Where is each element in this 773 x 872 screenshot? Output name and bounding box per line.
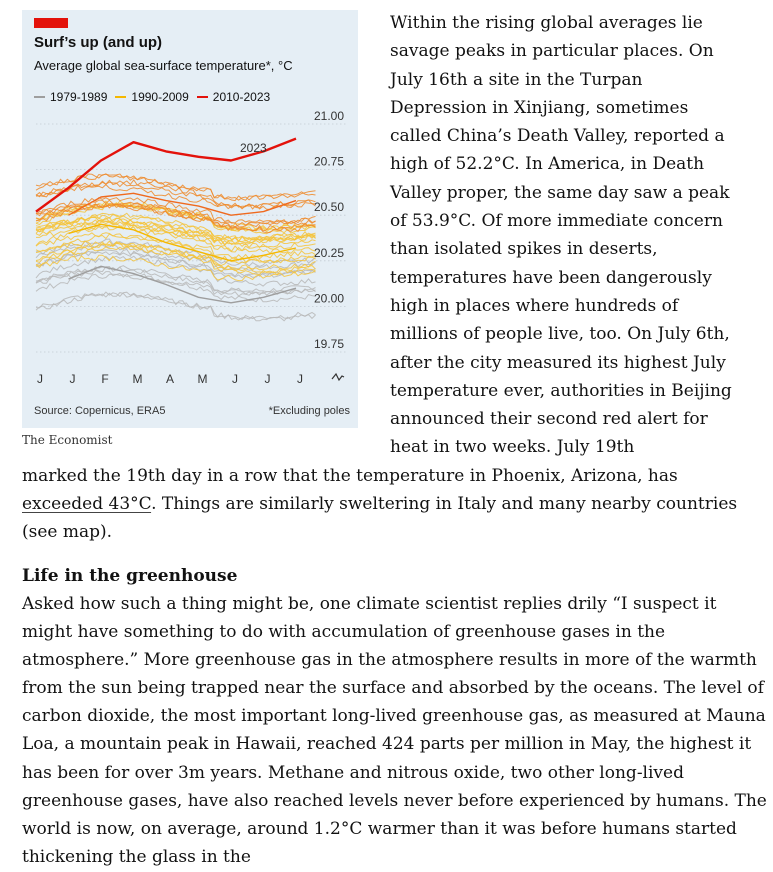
legend-label: 1979-1989 bbox=[50, 90, 108, 104]
chart-background-lines bbox=[36, 174, 316, 321]
background-year-line bbox=[36, 174, 316, 201]
x-tick-label: J bbox=[264, 372, 271, 386]
y-tick-label: 20.75 bbox=[313, 154, 344, 169]
article-paragraph-wrap: Within the rising global averages lie savage peaks in particular places. On July 16th a site in the Turpan Depression in Xinjiang, sometimes called China’s Death Valley, reported a high of 52.2°C. In America, in Death Valley proper, the same day saw a peak of 53.9°C. Of more immediate concern than isolated spikes in deserts, temperatures have been dangerously high in places where hundreds of millions of people live, too. On July 6th, after the city measured its highest July temperature ever, authorities in Beijing announced their second red alert for heat in two weeks. July 19th bbox=[390, 13, 732, 458]
legend-label: 1990-2009 bbox=[131, 90, 189, 104]
x-tick-label: M bbox=[132, 372, 143, 386]
section-heading: Life in the greenhouse bbox=[22, 566, 238, 586]
background-year-line bbox=[36, 174, 316, 200]
article-paragraph-continued bbox=[22, 462, 742, 546]
background-year-line bbox=[36, 292, 316, 319]
paragraph-text: marked the 19th day in a row that the temperature in Phoenix, Arizona, has bbox=[22, 466, 678, 486]
x-tick-label: J bbox=[37, 372, 43, 386]
article-paragraph: Asked how such a thing might be, one climate scientist replies drily “I suspect it might have something to do with accumulation of greenhouse gases in the atmosphere.” More greenhouse gas in the atmosphere results in more of the warmth from the sun being trapped near the surface and absorbed by the oceans. The level of carbon dioxide, the most important long-lived greenhouse gas, as measured at Mauna Loa, a mountain peak in Hawaii, reached 424 parts per million in May, the highest it has been for over 3m years. Methane and nitrous oxide, two other long-lived greenhouse gases, have also reached levels never before experienced by humans. The world is now, on average, around 1.2°C warmer than it was before humans started thickening the glass in the bbox=[22, 594, 767, 867]
paragraph-text: . Things are similarly sweltering in Italy and many nearby countries (see map). bbox=[22, 494, 738, 542]
chart-footnote: *Excluding poles bbox=[268, 405, 350, 417]
y-tick-label: 21.00 bbox=[313, 109, 344, 123]
axis-break-icon bbox=[332, 374, 344, 380]
publisher-credit: The Economist bbox=[22, 433, 113, 447]
chart-figure bbox=[22, 10, 358, 428]
y-tick-label: 19.75 bbox=[313, 337, 344, 351]
x-tick-label: J bbox=[232, 372, 238, 386]
background-year-line bbox=[36, 293, 316, 321]
y-tick-label: 20.00 bbox=[313, 291, 344, 306]
background-year-line bbox=[36, 201, 316, 230]
x-tick-label: A bbox=[165, 372, 175, 386]
chart-x-tick-labels bbox=[37, 372, 303, 386]
legend-label: 2010-2023 bbox=[212, 90, 271, 104]
chart-y-tick-labels bbox=[314, 109, 344, 351]
chart-title: Surf’s up (and up) bbox=[34, 34, 163, 51]
chart-source: Source: Copernicus, ERA5 bbox=[34, 405, 166, 417]
y-tick-label: 20.50 bbox=[313, 200, 344, 215]
x-tick-label: J bbox=[297, 372, 303, 386]
y-tick-label: 20.25 bbox=[313, 245, 344, 260]
chart-subtitle: Average global sea-surface temperature*, °C bbox=[34, 58, 293, 73]
x-tick-label: M bbox=[197, 372, 208, 386]
x-tick-label: J bbox=[69, 372, 76, 386]
x-tick-label: F bbox=[101, 372, 109, 386]
chart-plot bbox=[22, 10, 358, 400]
exceeded-link[interactable]: exceeded 43°C bbox=[22, 494, 152, 514]
annotation-2023: 2023 bbox=[240, 141, 267, 155]
